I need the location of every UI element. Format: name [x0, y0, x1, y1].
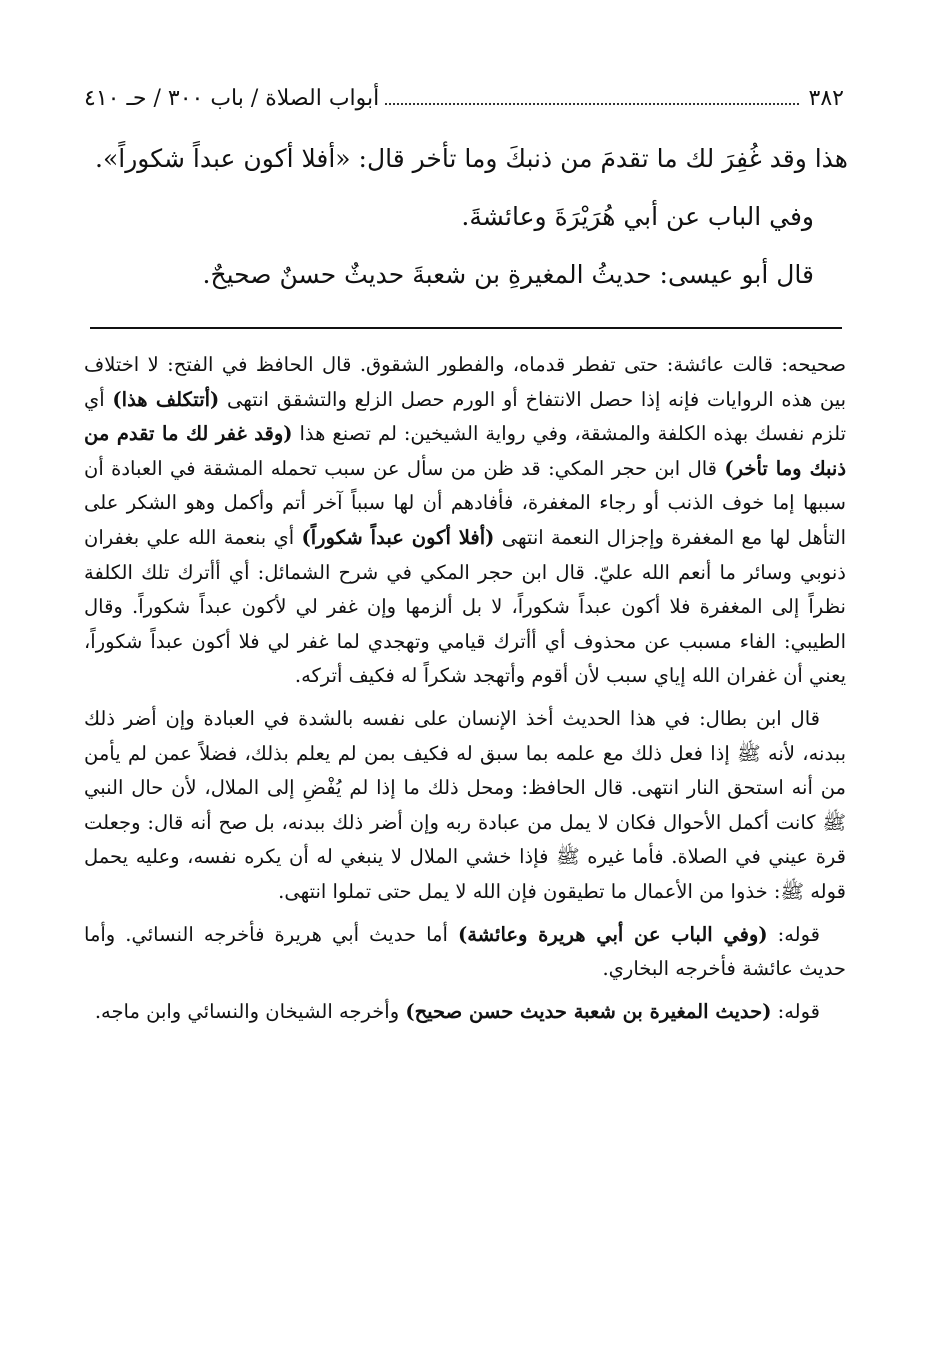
header-dot-leader [385, 103, 798, 105]
commentary-paragraph-2: قال ابن بطال: في هذا الحديث أخذ الإنسان على نفسه بالشدة في العبادة وإن أضر ذلك ببدنه، لأنه ﷺ إذا فعل ذلك مع علمه بما سبق له فكيف بمن لم يعلم بذلك، فضلاً عمن لم يأمن من أنه استحق النار انتهى. قال الحافظ: ومحل ذلك ما إذا لم يُفْضِ إلى الملال، لأن حال النبي ﷺ كانت أكمل الأحوال فكان لا يمل من عبادة ربه وإن أضر ذلك ببدنه، بل صح أنه قال: وجعلت قرة عيني في الصلاة. فأما غيره ﷺ فإذا خشي الملال لا ينبغي له أن يكره نفسه، وعليه يحمل قوله ﷺ: خذوا من الأعمال ما تطيقون فإن الله لا يمل حتى تملوا انتهى. [84, 706, 846, 903]
commentary-paragraph-3 [84, 918, 846, 987]
quoted-phrase: (أفلا أكون عبداً شكوراً) [301, 525, 495, 549]
commentary-text-run: صحيحه: قالت عائشة: حتى تفطر قدماه، والفطور الشقوق. قال الحافظ في الفتح: لا اختلاف بين هذه الروايات فإنه إذا حصل الانتفاخ أو الورم حصل الزلع والتشقق انتهى [84, 353, 847, 411]
commentary-paragraph-4 [84, 995, 846, 1030]
commentary-text [84, 348, 846, 1037]
hadith-text [84, 130, 848, 304]
commentary-text-run: أي بنعمة الله علي بغفران ذنوبي وسائر ما أنعم الله عليّ. قال ابن حجر المكي في شرح الشمائل: أي أأترك تلك الكلفة نظراً إلى المغفرة فلا أكون عبداً شكوراً، لا بل ألزمها وإن غفر لي لأكون عبداً شكوراً. وقال الطيبي: الفاء مسبب عن محذوف أي أأترك قيامي وتهجدي لما غفر لي فلا أكون عبداً شكوراً، يعني أن غفران الله إياي سبب لأن أقوم وأتهجد شكراً له فكيف أتركه. [84, 525, 846, 688]
commentary-text-run: أما حديث أبي هريرة فأخرجه النسائي. وأما حديث عائشة فأخرجه البخاري. [84, 922, 846, 981]
hadith-line-3: قال أبو عيسى: حديثُ المغيرةِ بن شعبةَ حديثٌ حسنٌ صحيحٌ. [202, 260, 814, 289]
footnote-separator [90, 327, 842, 329]
running-title: أبواب الصلاة / باب ٣٠٠ / حـ ٤١٠ [84, 85, 380, 111]
commentary-text-run: وأخرجه الشيخان والنسائي وابن ماجه. [94, 999, 406, 1023]
hadith-line-1: هذا وقد غُفِرَ لك ما تقدمَ من ذنبكَ وما تأخر قال: «أفلا أكون عبداً شكوراً». [95, 144, 848, 173]
hadith-line-2: وفي الباب عن أبي هُرَيْرَةَ وعائشةَ. [461, 202, 814, 231]
page-number: ٣٨٢ [808, 85, 844, 111]
quoted-phrase: (أتتكلف هذا) [112, 387, 220, 411]
commentary-text-run: قال ابن حجر المكي: قد ظن من سأل عن سبب تحمله المشقة في العبادة أن سببها إما خوف الذنب أو رجاء المغفرة، فأفادهم أن لها سبباً آخر أتم وأكمل وهو الشكر على التأهل لها مع المغفرة وإجزال النعمة انتهى [84, 456, 846, 549]
quoted-phrase: (حديث المغيرة بن شعبة حديث حسن صحيح) [405, 999, 772, 1023]
quoted-phrase: (وقد غفر لك ما تقدم من ذنبك وما تأخر) [84, 422, 846, 480]
commentary-text-run: أي تلزم نفسك بهذه الكلفة والمشقة، وفي رواية الشيخين: لم تصنع هذا [84, 387, 846, 446]
commentary-text-run: قوله: [767, 922, 820, 946]
commentary-text-run: قوله: [771, 999, 820, 1023]
page-header [84, 80, 844, 116]
commentary-paragraph-1 [84, 348, 846, 694]
quoted-phrase: (وفي الباب عن أبي هريرة وعائشة) [457, 922, 768, 946]
